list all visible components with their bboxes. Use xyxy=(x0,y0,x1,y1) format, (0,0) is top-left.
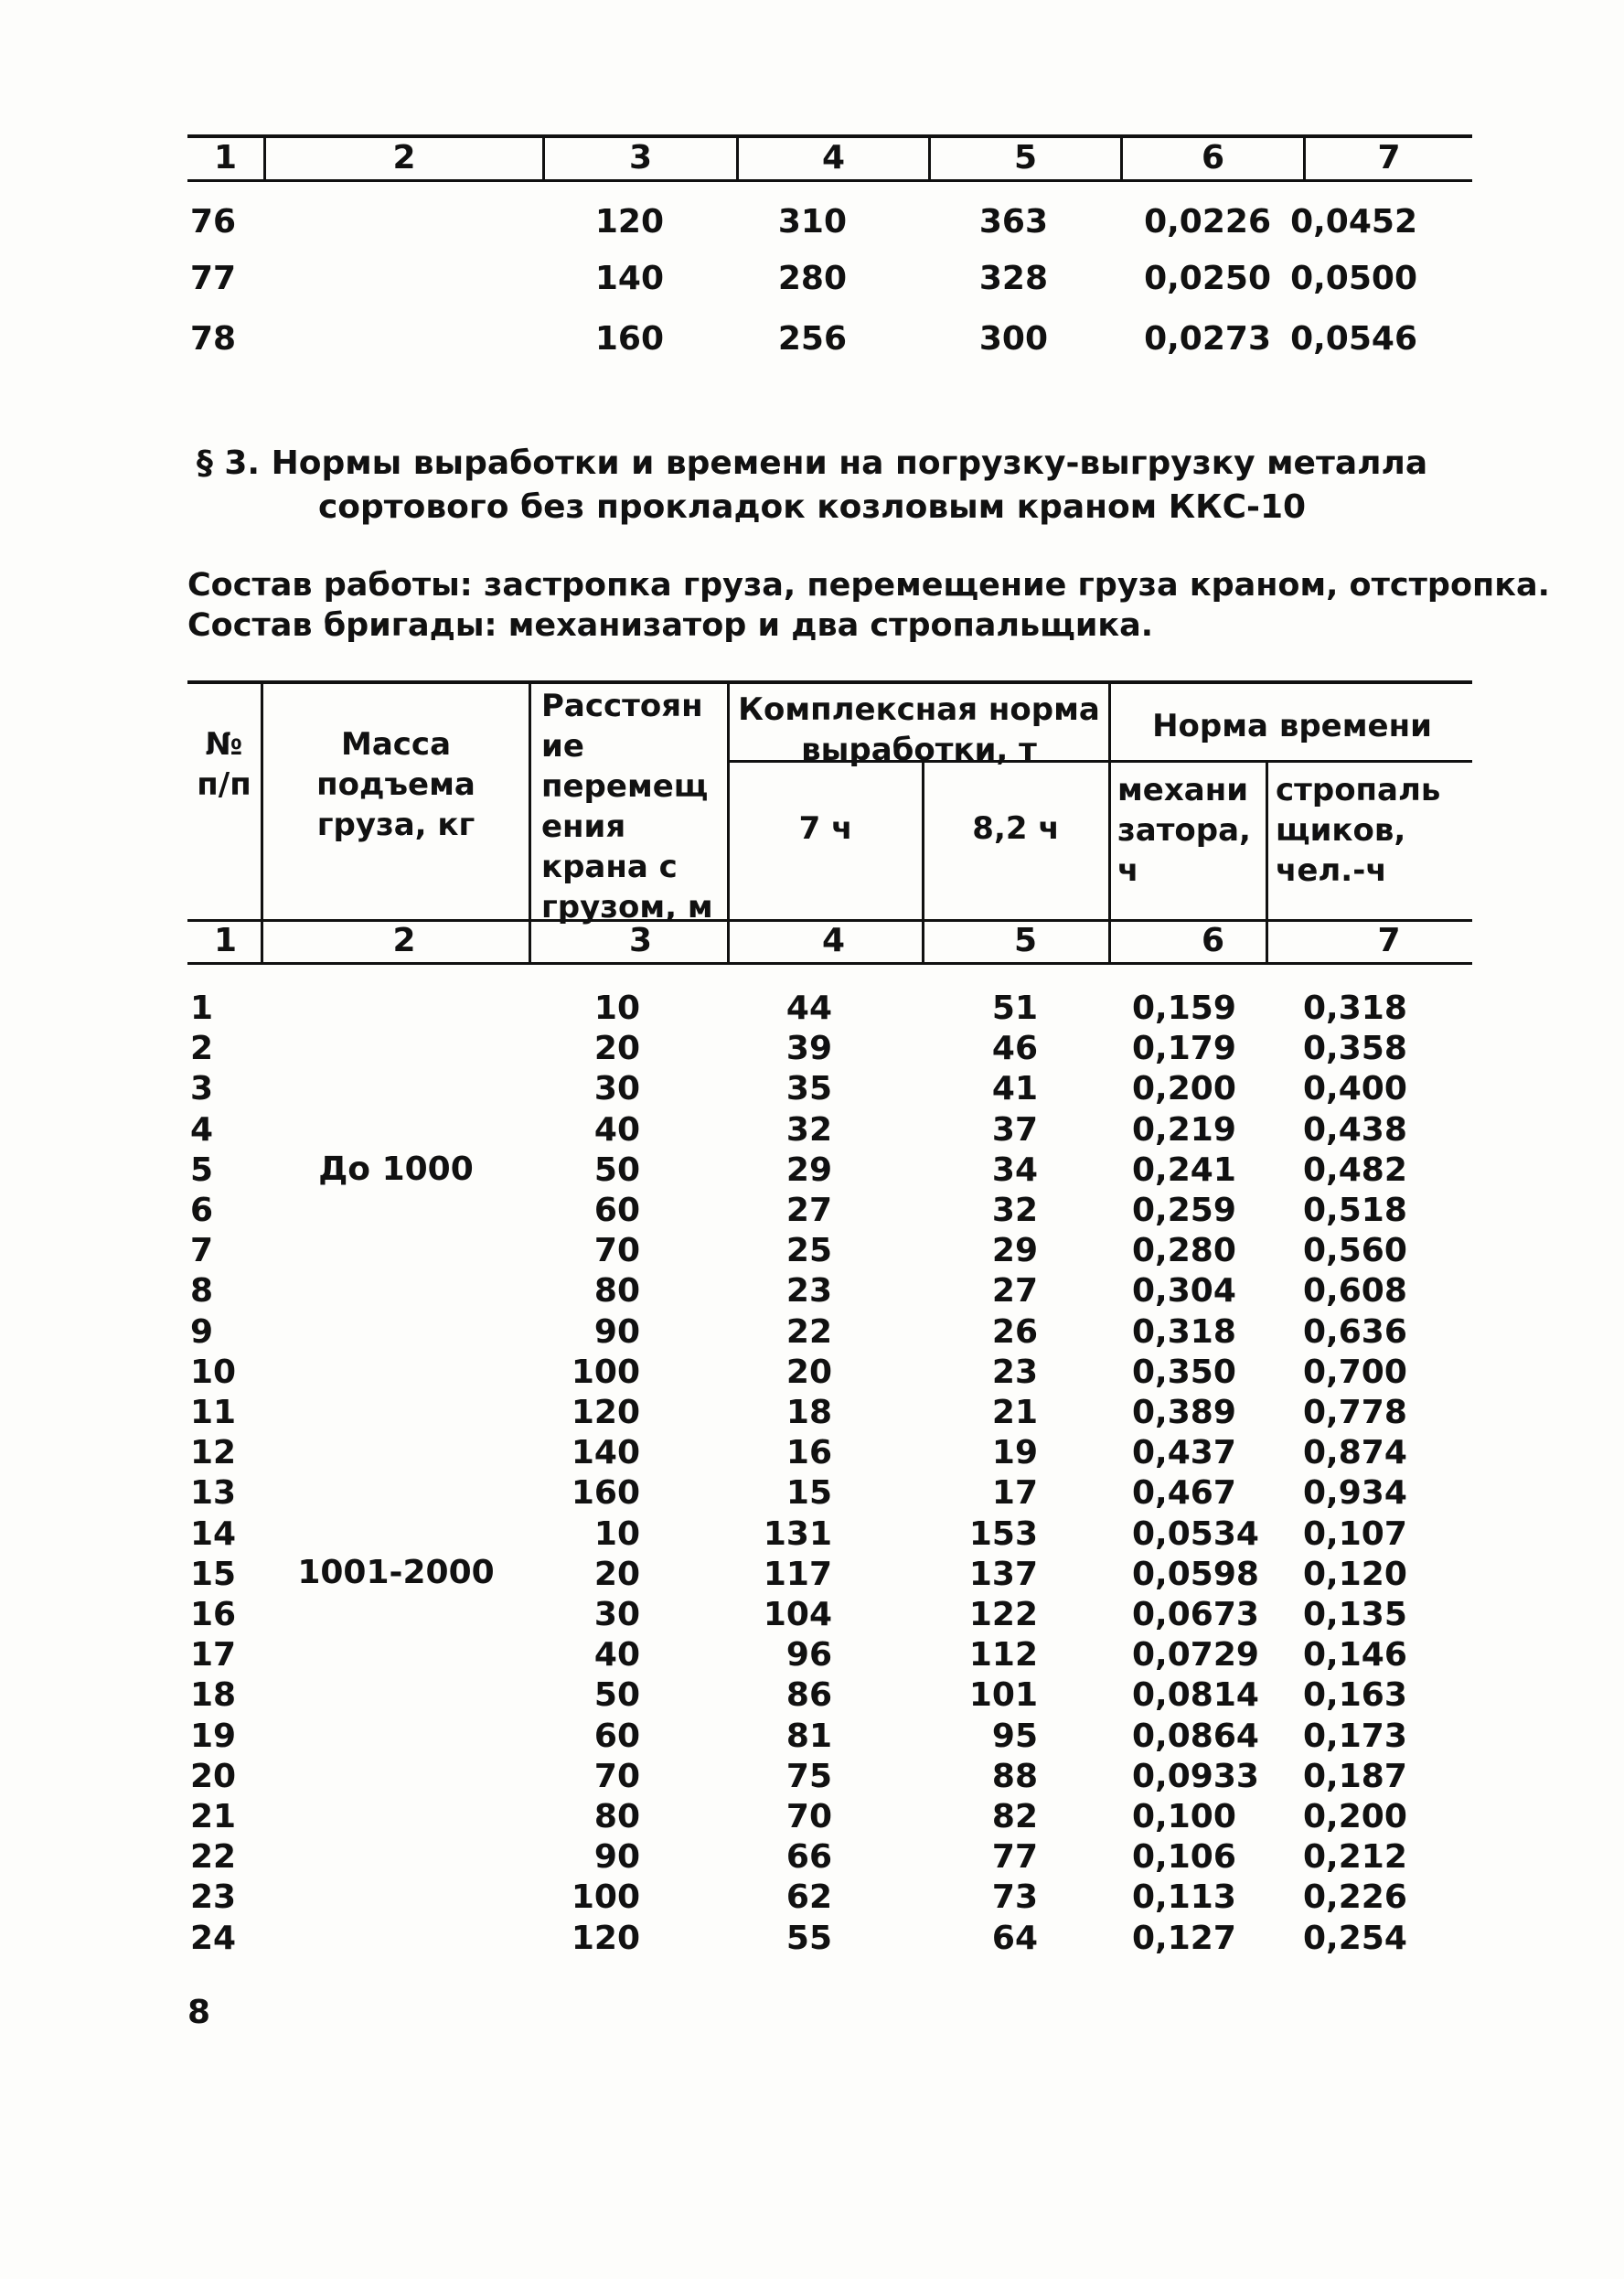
table-cell: 0,146 xyxy=(1303,1636,1407,1674)
table-cell: 0,254 xyxy=(1303,1920,1407,1957)
table-row-number: 7 xyxy=(190,1232,214,1269)
table-cell: 66 xyxy=(785,1838,832,1876)
table-cell: 0,437 xyxy=(1132,1434,1236,1471)
column-number: 3 xyxy=(628,922,653,959)
table-cell: 0,135 xyxy=(1303,1596,1407,1633)
table-cell: 0,0546 xyxy=(1290,320,1417,358)
table-cell: 0,934 xyxy=(1303,1474,1407,1512)
table-cell: 64 xyxy=(991,1920,1038,1957)
column-number: 1 xyxy=(213,922,238,959)
table-cell: 0,700 xyxy=(1303,1353,1407,1391)
column-number: 5 xyxy=(1013,922,1038,959)
table-cell: 90 xyxy=(593,1838,640,1876)
table-cell: 101 xyxy=(968,1676,1038,1714)
table-cell: 25 xyxy=(785,1232,832,1269)
table-cell: 0,608 xyxy=(1303,1272,1407,1310)
crew-composition: Состав бригады: механизатор и два стропальщика. xyxy=(187,607,1154,644)
table-cell: 0,241 xyxy=(1132,1151,1236,1189)
table-cell: 0,0933 xyxy=(1132,1758,1259,1795)
column-number: 7 xyxy=(1377,139,1401,177)
table-cell: 0,560 xyxy=(1303,1232,1407,1269)
table-cell: 0,107 xyxy=(1303,1515,1407,1553)
table-cell: 0,0226 xyxy=(1144,203,1271,241)
table-cell: 34 xyxy=(991,1151,1038,1189)
table-cell: 120 xyxy=(571,1920,640,1957)
table-cell: 0,389 xyxy=(1132,1394,1236,1431)
section-title-line2: сортового без прокладок козловым краном ККС-10 xyxy=(317,488,1307,526)
table-cell: 23 xyxy=(991,1353,1038,1391)
table-cell: 0,259 xyxy=(1132,1192,1236,1229)
table-row-number: 6 xyxy=(190,1192,214,1229)
table-row-number: 11 xyxy=(190,1394,237,1431)
table-cell: 112 xyxy=(968,1636,1038,1674)
column-number: 6 xyxy=(1201,922,1225,959)
table-cell: 81 xyxy=(785,1717,832,1755)
table-cell: 60 xyxy=(593,1717,640,1755)
table-cell: 30 xyxy=(593,1070,640,1107)
table-cell: 0,318 xyxy=(1303,990,1407,1027)
table-cell: 27 xyxy=(785,1192,832,1229)
table-cell: 0,226 xyxy=(1303,1878,1407,1916)
column-number: 4 xyxy=(821,139,846,177)
table-row-number: 76 xyxy=(190,203,237,241)
table-cell: 137 xyxy=(968,1556,1038,1593)
table-cell: 0,219 xyxy=(1132,1111,1236,1149)
table-cell: 40 xyxy=(593,1636,640,1674)
table-cell: 10 xyxy=(593,990,640,1027)
table-cell: 90 xyxy=(593,1313,640,1351)
header-norm-output: Комплексная норма выработки, т xyxy=(738,691,1100,768)
table-cell: 16 xyxy=(785,1434,832,1471)
column-number: 4 xyxy=(821,922,846,959)
table-cell: 0,0273 xyxy=(1144,320,1271,358)
table-row-number: 18 xyxy=(190,1676,237,1714)
table-cell: 0,179 xyxy=(1132,1030,1236,1067)
main-table-rule-colnums xyxy=(187,962,1472,965)
table-cell: 41 xyxy=(991,1070,1038,1107)
table-cell: 21 xyxy=(991,1394,1038,1431)
table-cell: 39 xyxy=(785,1030,832,1067)
table-cell: 29 xyxy=(991,1232,1038,1269)
table-cell: 363 xyxy=(978,203,1048,241)
table-row-number: 5 xyxy=(190,1151,214,1189)
column-number: 2 xyxy=(392,139,416,177)
table-row-number: 14 xyxy=(190,1515,237,1553)
header-num: № п/п xyxy=(197,726,251,803)
table-cell: 0,467 xyxy=(1132,1474,1236,1512)
table-row-number: 21 xyxy=(190,1798,237,1835)
table-cell: 70 xyxy=(593,1232,640,1269)
table-cell: 80 xyxy=(593,1272,640,1310)
header-slingers: стропальщиков, чел.-ч xyxy=(1276,772,1441,889)
table-cell: 37 xyxy=(991,1111,1038,1149)
table-cell: 0,100 xyxy=(1132,1798,1236,1835)
table-row-number: 19 xyxy=(190,1717,237,1755)
table-cell: 120 xyxy=(571,1394,640,1431)
table-cell: 20 xyxy=(593,1556,640,1593)
table-cell: 160 xyxy=(571,1474,640,1512)
table-row-number: 24 xyxy=(190,1920,237,1957)
header-time-norm: Норма времени xyxy=(1152,708,1432,744)
table-row-number: 15 xyxy=(190,1556,237,1593)
table-cell: 80 xyxy=(593,1798,640,1835)
table-cell: 20 xyxy=(593,1030,640,1067)
table-cell: 140 xyxy=(571,1434,640,1471)
table-cell: 0,874 xyxy=(1303,1434,1407,1471)
table-cell: 70 xyxy=(593,1758,640,1795)
table-row-number: 12 xyxy=(190,1434,237,1471)
table-cell: 117 xyxy=(763,1556,832,1593)
page-number: 8 xyxy=(187,1994,211,2031)
table-cell: 70 xyxy=(785,1798,832,1835)
table-cell: 0,159 xyxy=(1132,990,1236,1027)
table-cell: 19 xyxy=(991,1434,1038,1471)
table-cell: 153 xyxy=(968,1515,1038,1553)
table-cell: 73 xyxy=(991,1878,1038,1916)
table-cell: 0,127 xyxy=(1132,1920,1236,1957)
table-cell: 122 xyxy=(968,1596,1038,1633)
table-row-number: 8 xyxy=(190,1272,214,1310)
table-cell: 77 xyxy=(991,1838,1038,1876)
top-table-rule-top xyxy=(187,134,1472,138)
table-row-number: 9 xyxy=(190,1313,214,1351)
table-cell: 51 xyxy=(991,990,1038,1027)
table-cell: 32 xyxy=(991,1192,1038,1229)
table-row-number: 2 xyxy=(190,1030,214,1067)
table-row-number: 22 xyxy=(190,1838,237,1876)
table-cell: 46 xyxy=(991,1030,1038,1067)
table-cell: 104 xyxy=(763,1596,832,1633)
main-table-rule-top xyxy=(187,680,1472,684)
table-cell: 131 xyxy=(763,1515,832,1553)
column-number: 3 xyxy=(628,139,653,177)
table-cell: 0,200 xyxy=(1132,1070,1236,1107)
table-cell: 75 xyxy=(785,1758,832,1795)
table-cell: 0,0534 xyxy=(1132,1515,1259,1553)
table-cell: 310 xyxy=(777,203,847,241)
table-cell: 0,106 xyxy=(1132,1838,1236,1876)
table-cell: 88 xyxy=(991,1758,1038,1795)
table-cell: 300 xyxy=(978,320,1048,358)
table-row-number: 4 xyxy=(190,1111,214,1149)
table-cell: 0,0814 xyxy=(1132,1676,1259,1714)
table-cell: 35 xyxy=(785,1070,832,1107)
table-cell: 0,0864 xyxy=(1132,1717,1259,1755)
top-table-rule-bottom xyxy=(187,179,1472,182)
table-cell: 96 xyxy=(785,1636,832,1674)
table-cell: 40 xyxy=(593,1111,640,1149)
table-row-number: 78 xyxy=(190,320,237,358)
table-cell: 18 xyxy=(785,1394,832,1431)
work-composition: Состав работы: застропка груза, перемещение груза краном, отстропка. xyxy=(187,567,1550,604)
column-number: 2 xyxy=(392,922,416,959)
table-cell: 0,200 xyxy=(1303,1798,1407,1835)
table-cell: 0,778 xyxy=(1303,1394,1407,1431)
column-number: 6 xyxy=(1201,139,1225,177)
table-row-number: 1 xyxy=(190,990,214,1027)
group-label: До 1000 xyxy=(318,1150,474,1188)
table-row-number: 16 xyxy=(190,1596,237,1633)
header-mechanic: механизатора, ч xyxy=(1117,772,1251,889)
table-cell: 55 xyxy=(785,1920,832,1957)
table-cell: 0,304 xyxy=(1132,1272,1236,1310)
table-cell: 0,482 xyxy=(1303,1151,1407,1189)
table-cell: 50 xyxy=(593,1676,640,1714)
section-title-line1: § 3. Нормы выработки и времени на погрузку-выгрузку металла xyxy=(196,444,1428,482)
table-cell: 0,518 xyxy=(1303,1192,1407,1229)
table-cell: 15 xyxy=(785,1474,832,1512)
table-cell: 160 xyxy=(594,320,664,358)
table-cell: 62 xyxy=(785,1878,832,1916)
table-cell: 0,280 xyxy=(1132,1232,1236,1269)
table-cell: 82 xyxy=(991,1798,1038,1835)
table-cell: 0,438 xyxy=(1303,1111,1407,1149)
table-row-number: 77 xyxy=(190,260,237,297)
table-cell: 0,0452 xyxy=(1290,203,1417,241)
column-number: 5 xyxy=(1013,139,1038,177)
table-cell: 44 xyxy=(785,990,832,1027)
table-row-number: 20 xyxy=(190,1758,237,1795)
column-number: 1 xyxy=(213,139,238,177)
table-row-number: 23 xyxy=(190,1878,237,1916)
table-row-number: 3 xyxy=(190,1070,214,1107)
table-cell: 0,358 xyxy=(1303,1030,1407,1067)
table-cell: 10 xyxy=(593,1515,640,1553)
table-cell: 20 xyxy=(785,1353,832,1391)
table-cell: 0,187 xyxy=(1303,1758,1407,1795)
table-cell: 30 xyxy=(593,1596,640,1633)
table-cell: 60 xyxy=(593,1192,640,1229)
table-cell: 0,0729 xyxy=(1132,1636,1259,1674)
table-cell: 140 xyxy=(594,260,664,297)
table-cell: 23 xyxy=(785,1272,832,1310)
table-cell: 86 xyxy=(785,1676,832,1714)
table-cell: 0,0673 xyxy=(1132,1596,1259,1633)
table-cell: 0,212 xyxy=(1303,1838,1407,1876)
table-cell: 256 xyxy=(777,320,847,358)
table-cell: 0,318 xyxy=(1132,1313,1236,1351)
table-cell: 280 xyxy=(777,260,847,297)
table-row-number: 17 xyxy=(190,1636,237,1674)
table-cell: 27 xyxy=(991,1272,1038,1310)
table-row-number: 13 xyxy=(190,1474,237,1512)
group-label: 1001-2000 xyxy=(297,1554,495,1591)
table-cell: 328 xyxy=(978,260,1048,297)
header-8-2h: 8,2 ч xyxy=(972,810,1060,847)
table-cell: 32 xyxy=(785,1111,832,1149)
header-mass: Масса подъема груза, кг xyxy=(316,726,475,843)
table-cell: 0,113 xyxy=(1132,1878,1236,1916)
table-cell: 0,173 xyxy=(1303,1717,1407,1755)
table-cell: 50 xyxy=(593,1151,640,1189)
table-cell: 26 xyxy=(991,1313,1038,1351)
table-cell: 100 xyxy=(571,1878,640,1916)
table-cell: 29 xyxy=(785,1151,832,1189)
column-number: 7 xyxy=(1377,922,1401,959)
table-cell: 95 xyxy=(991,1717,1038,1755)
table-cell: 0,163 xyxy=(1303,1676,1407,1714)
table-cell: 0,350 xyxy=(1132,1353,1236,1391)
table-row-number: 10 xyxy=(190,1353,237,1391)
table-cell: 17 xyxy=(991,1474,1038,1512)
table-cell: 0,0250 xyxy=(1144,260,1271,297)
table-cell: 0,636 xyxy=(1303,1313,1407,1351)
table-cell: 100 xyxy=(571,1353,640,1391)
table-cell: 0,400 xyxy=(1303,1070,1407,1107)
table-cell: 0,120 xyxy=(1303,1556,1407,1593)
table-cell: 22 xyxy=(785,1313,832,1351)
header-distance: Расстояние перемещения крана с грузом, м xyxy=(541,688,713,926)
header-7h: 7 ч xyxy=(798,810,853,847)
table-cell: 120 xyxy=(594,203,664,241)
table-cell: 0,0598 xyxy=(1132,1556,1259,1593)
table-cell: 0,0500 xyxy=(1290,260,1417,297)
